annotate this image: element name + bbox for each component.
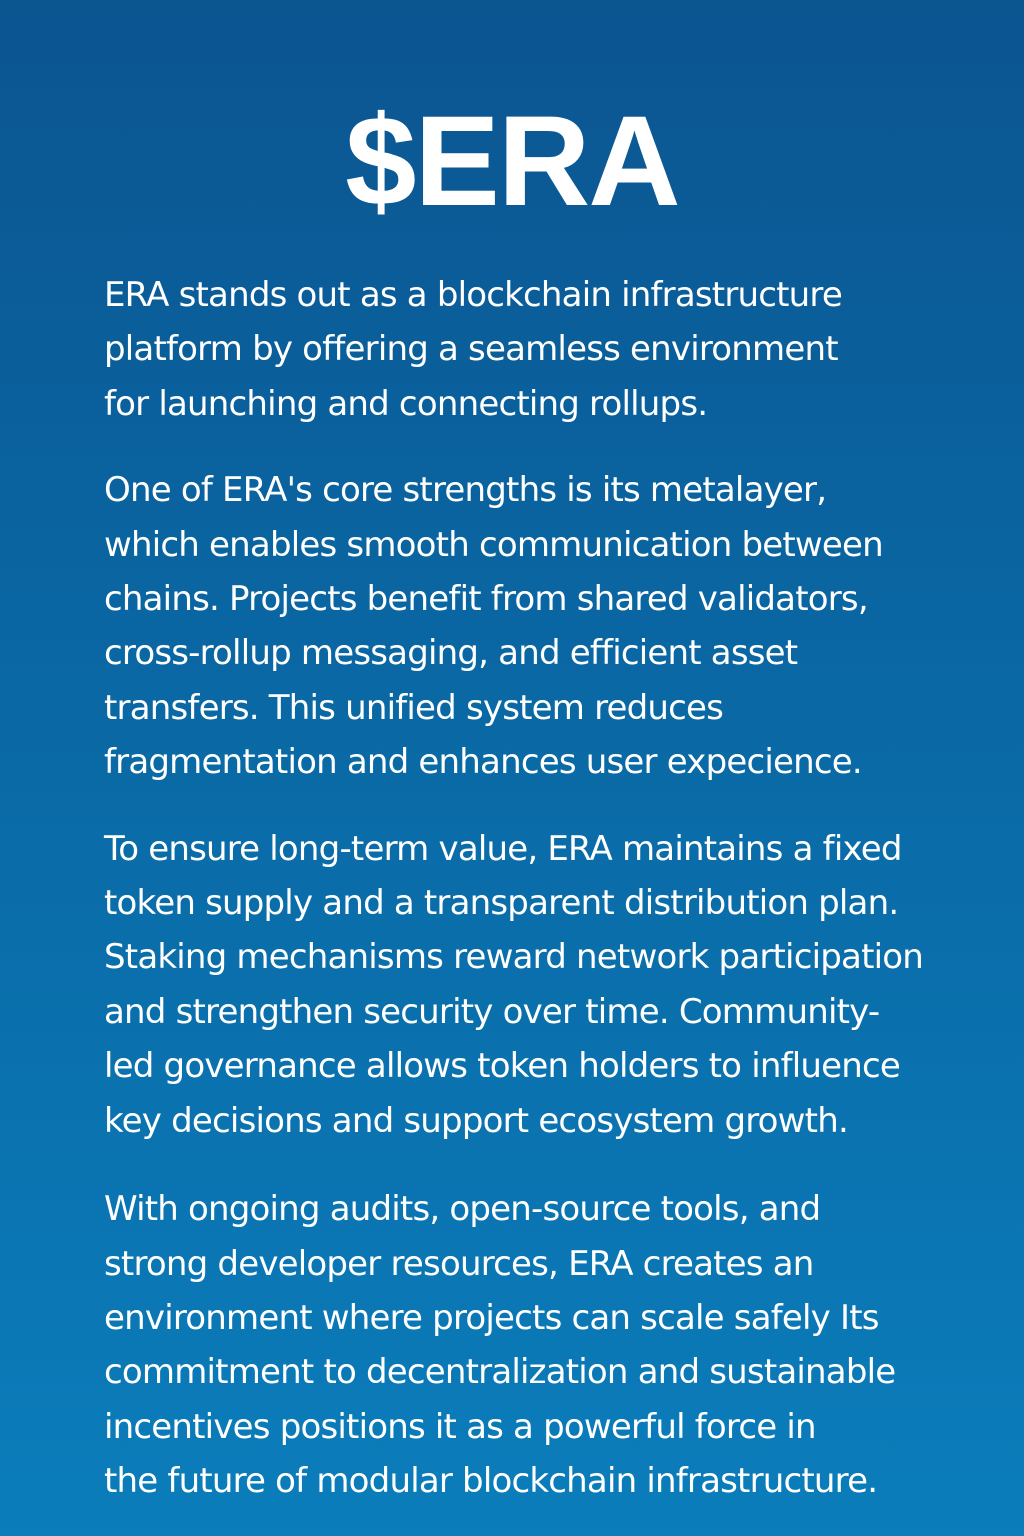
- text-line: token supply and a transparent distribution plan.: [104, 883, 899, 924]
- text-line: chains. Projects benefit from shared validators,: [104, 579, 868, 620]
- text-line: commitment to decentralization and sustainable: [104, 1352, 896, 1393]
- text-line: and strengthen security over time. Community-: [104, 991, 880, 1032]
- paragraph-outlook: [104, 1182, 994, 1508]
- body-text: [104, 268, 994, 1509]
- page-title: $ERA: [345, 90, 679, 233]
- text-line: transfers. This unified system reduces: [104, 687, 724, 728]
- paragraph-intro: [104, 268, 994, 431]
- text-line: for launching and connecting rollups.: [104, 383, 708, 424]
- text-line: which enables smooth communication between: [104, 524, 883, 565]
- text-line: One of ERA's core strengths is its metalayer,: [104, 470, 827, 511]
- text-line: cross-rollup messaging, and efficient asset: [104, 633, 798, 674]
- text-line: led governance allows token holders to influence: [104, 1046, 901, 1087]
- text-line: environment where projects can scale safely Its: [104, 1297, 879, 1338]
- text-line: the future of modular blockchain infrastructure.: [104, 1461, 878, 1502]
- text-line: ERA stands out as a blockchain infrastructure: [104, 275, 842, 315]
- paragraph-tokenomics: [104, 822, 994, 1148]
- text-line: With ongoing audits, open-source tools, and: [104, 1189, 821, 1230]
- text-line: strong developer resources, ERA creates an: [104, 1243, 814, 1284]
- text-line: fragmentation and enhances user expecience.: [104, 742, 862, 783]
- text-line: incentives positions it as a powerful force in: [104, 1406, 816, 1447]
- text-line: platform by offering a seamless environment: [104, 329, 838, 370]
- text-line: To ensure long-term value, ERA maintains a fixed: [104, 828, 902, 869]
- text-line: key decisions and support ecosystem growth.: [104, 1100, 848, 1141]
- paragraph-metalayer: [104, 463, 994, 789]
- text-line: Staking mechanisms reward network participation: [104, 937, 923, 978]
